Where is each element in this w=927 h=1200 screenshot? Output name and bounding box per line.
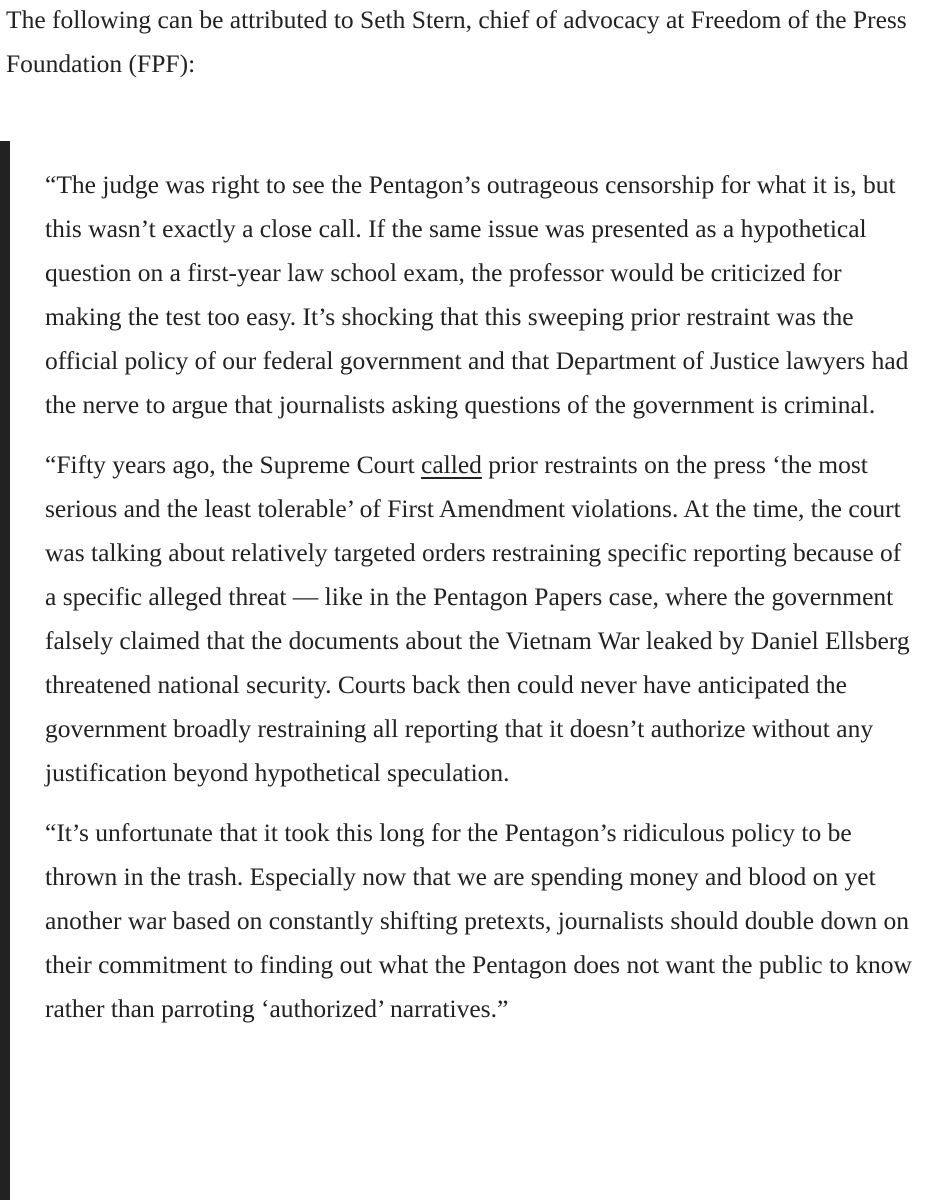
blockquote <box>0 141 927 1200</box>
blockquote-body <box>45 163 917 1047</box>
blockquote-bar <box>0 141 10 1200</box>
quote-paragraph-2-start: “Fifty years ago, the Supreme Court <box>45 450 422 479</box>
quote-paragraph-1: “The judge was right to see the Pentagon’s outrageous censorship for what it is, but this wasn’t exactly a close call. If the same issue was presented as a hypothetical question on a first-year law school exam, the professor would be criticized for making the test too easy. It’s shocking that this sweeping prior restraint was the official policy of our federal government and that Department of Justice lawyers had the nerve to argue that journalists asking questions of the government is criminal. <box>45 170 909 419</box>
quote-paragraph-2-end: prior restraints on the press ‘the most serious and the least tolerable’ of First Amendment violations. At the time, the court was talking about relatively targeted orders restraining specific reporting because of a specific alleged threat — like in the Pentagon Papers case, where the government falsely claimed that the documents about the Vietnam War leaked by Daniel Ellsberg threatened national security. Courts back then could never have anticipated the government broadly restraining all reporting that it doesn’t authorize without any justification beyond hypothetical speculation. <box>45 450 910 787</box>
quote-paragraph-3: “It’s unfortunate that it took this long for the Pentagon’s ridiculous policy to be thrown in the trash. Especially now that we are spending money and blood on yet another war based on constantly shifting pretexts, journalists should double down on their commitment to finding out what the Pentagon does not want the public to know rather than parroting ‘authorized’ narratives.” <box>45 818 912 1023</box>
quote-paragraph-2 <box>45 443 917 795</box>
called-link[interactable]: called <box>421 450 482 479</box>
intro-text: The following can be attributed to Seth Stern, chief of advocacy at Freedom of the Press Foundation (FPF): <box>6 5 907 78</box>
